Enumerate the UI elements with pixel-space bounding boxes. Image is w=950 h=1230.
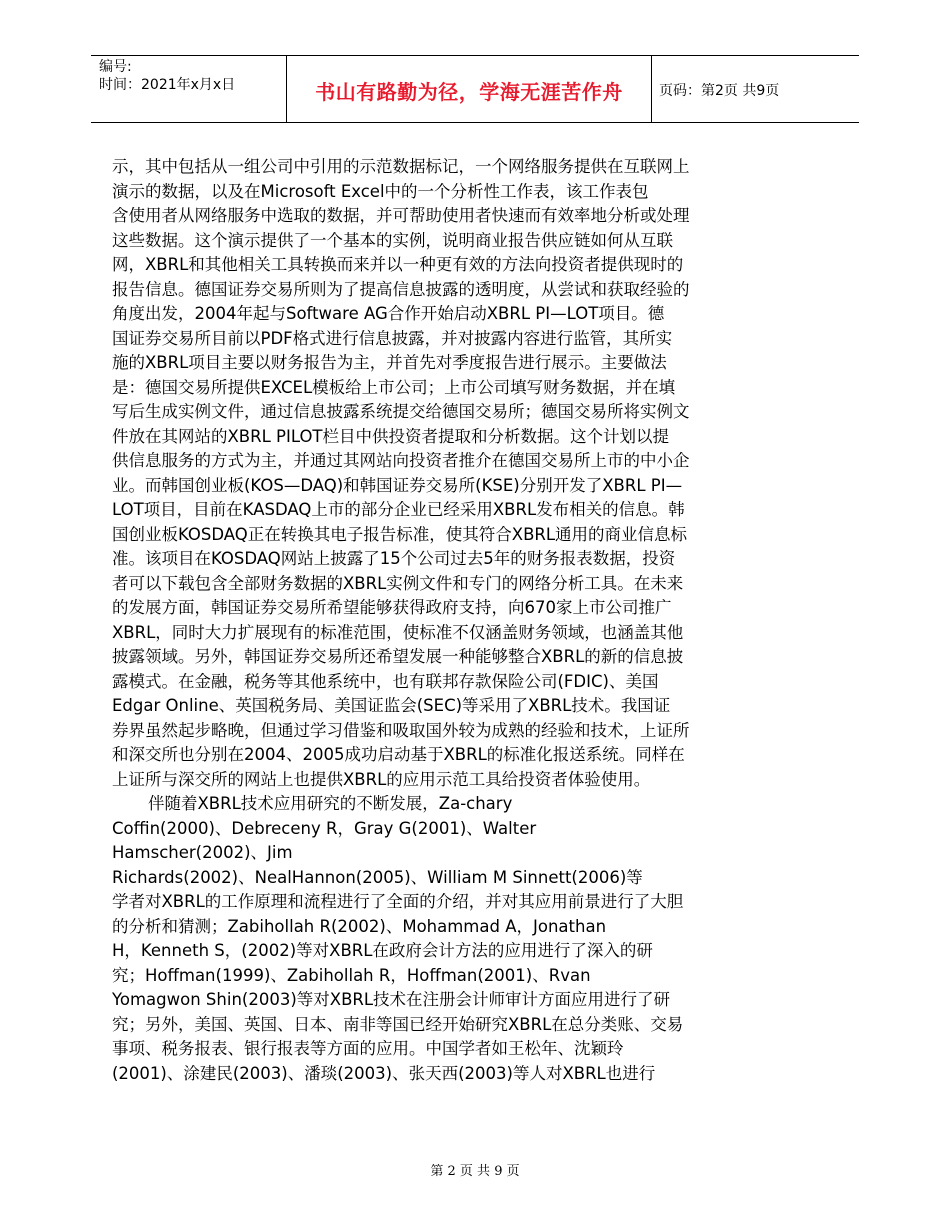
text-line: 件放在其网站的XBRL PILOT栏目中供投资者提取和分析数据。这个计划以提 xyxy=(112,426,670,446)
text-line: 施的XBRL项目主要以财务报告为主，并首先对季度报告进行展示。主要做法 xyxy=(112,353,667,372)
text-line: H，Kenneth S，(2002)等对XBRL在政府会计方法的应用进行了深入的研 xyxy=(112,941,653,960)
header-motto: 书山有路勤为径，学海无涯苦作舟 xyxy=(315,80,623,104)
text-line: 上证所与深交所的网站上也提供XBRL的应用示范工具给投资者体验使用。 xyxy=(112,769,651,789)
text-line: 露模式。在金融，税务等其他系统中，也有联邦存款保险公司(FDIC)、美国 xyxy=(112,671,659,691)
text-line: 究；Hoffman(1999)、Zabihollah R，Hoffman(2001)、Rvan xyxy=(112,965,591,985)
text-line: XBRL，同时大力扩展现有的标准范围，使标准不仅涵盖财务领域，也涵盖其他 xyxy=(112,622,684,642)
paragraph-first-line: 伴随着XBRL技术应用研究的不断发展，Za-chary xyxy=(148,794,513,813)
text-line: 事项、税务报表、银行报表等方面的应用。中国学者如王松年、沈颖玲 xyxy=(112,1039,624,1058)
text-line: Richards(2002)、NealHannon(2005)、William M Sinnett(2006)等 xyxy=(112,867,643,887)
document-time-label: 时间：2021年x月x日 xyxy=(99,77,236,93)
header-page-label: 页码：第2页 共9页 xyxy=(659,83,780,99)
page-header xyxy=(91,55,859,123)
text-line: 国创业板KOSDAQ正在转换其电子报告标准，使其符合XBRL通用的商业信息标 xyxy=(112,524,688,544)
text-line: 准。该项目在KOSDAQ网站上披露了15个公司过去5年的财务报表数据，投资 xyxy=(112,549,676,568)
text-line: 是：德国交易所提供EXCEL模板给上市公司；上市公司填写财务数据，并在填 xyxy=(112,377,676,397)
text-line: (2001)、涂建民(2003)、潘琰(2003)、张天西(2003)等人对XBRL也进行 xyxy=(112,1063,656,1083)
text-line: Yomagwon Shin(2003)等对XBRL技术在注册会计师审计方面应用进行了研 xyxy=(112,990,671,1009)
text-line: 示，其中包括从一组公司中引用的示范数据标记，一个网络服务提供在互联网上 xyxy=(112,157,690,176)
text-line: 业。而韩国创业板(KOS—DAQ)和韩国证券交易所(KSE)分别开发了XBRL PI— xyxy=(112,475,683,495)
text-line: 网，XBRL和其他相关工具转换而来并以一种更有效的方法向投资者提供现时的 xyxy=(112,255,684,274)
text-line: 的分析和猜测；Zabihollah R(2002)、Mohammad A，Jonathan xyxy=(112,916,607,936)
document-number-label: 编号: xyxy=(99,59,132,75)
text-line: 供信息服务的方式为主，并通过其网站向投资者推介在德国交易所上市的中小企 xyxy=(112,451,690,470)
text-line: Hamscher(2002)、Jim xyxy=(112,843,293,862)
text-line: 和深交所也分别在2004、2005成功启动基于XBRL的标准化报送系统。同样在 xyxy=(112,745,685,764)
header-motto-cell xyxy=(286,56,652,122)
text-line: 国证券交易所目前以PDF格式进行信息披露，并对披露内容进行监管，其所实 xyxy=(112,328,673,348)
text-line: 的发展方面，韩国证券交易所希望能够获得政府支持，向670家上市公司推广 xyxy=(112,598,672,617)
text-line: 写后生成实例文件，通过信息披露系统提交给德国交易所；德国交易所将实例文 xyxy=(112,402,690,421)
text-line: 究；另外，美国、英国、日本、南非等国已经开始研究XBRL在总分类账、交易 xyxy=(112,1014,684,1034)
text-line: Coffin(2000)、Debreceny R，Gray G(2001)、Walter xyxy=(112,818,537,838)
text-line: 报告信息。德国证券交易所则为了提高信息披露的透明度，从尝试和获取经验的 xyxy=(112,279,690,299)
page-footer: 第 2 页 共 9 页 xyxy=(430,1164,520,1179)
text-line: 含使用者从网络服务中选取的数据，并可帮助使用者快速而有效率地分析或处理 xyxy=(112,206,690,225)
body-text xyxy=(112,155,764,1086)
text-line: 学者对XBRL的工作原理和流程进行了全面的介绍，并对其应用前景进行了大胆 xyxy=(112,892,684,911)
text-line: Edgar Online、英国税务局、美国证监会(SEC)等采用了XBRL技术。我国证 xyxy=(112,696,671,715)
text-line: 角度出发，2004年起与Software AG合作开始启动XBRL PI—LOT项目。德 xyxy=(112,304,665,323)
text-line: 披露领域。另外，韩国证券交易所还希望发展一种能够整合XBRL的新的信息披 xyxy=(112,647,684,666)
header-left-cell xyxy=(91,56,286,122)
text-line: 券界虽然起步略晚，但通过学习借鉴和吸取国外较为成熟的经验和技术，上证所 xyxy=(112,720,690,740)
header-right-cell xyxy=(651,56,859,122)
text-line: 者可以下载包含全部财务数据的XBRL实例文件和专门的网络分析工具。在未来 xyxy=(112,573,684,593)
text-line: 这些数据。这个演示提供了一个基本的实例，说明商业报告供应链如何从互联 xyxy=(112,230,673,250)
text-line: 演示的数据，以及在Microsoft Excel中的一个分析性工作表，该工作表包 xyxy=(112,181,649,201)
text-line: LOT项目，目前在KASDAQ上市的部分企业已经采用XBRL发布相关的信息。韩 xyxy=(112,500,685,519)
